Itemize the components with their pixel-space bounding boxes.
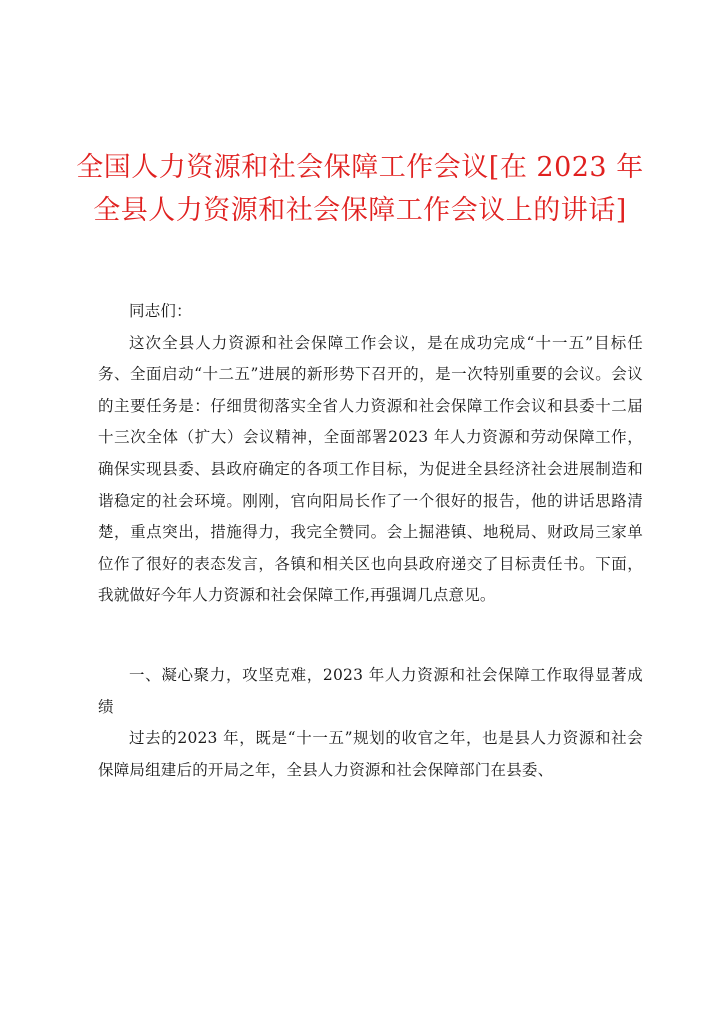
title-line-1: 全国人力资源和社会保障工作会议[在 2023 年	[76, 152, 644, 183]
section-paragraph: 过去的2023 年，既是“十一五”规划的收官之年，也是县人力资源和社会保障局组建后的开局之年，全县人力资源和社会保障部门在县委、	[98, 729, 643, 779]
section-heading: 一、凝心聚力，攻坚克难，2023 年人力资源和社会保障工作取得显著成绩	[98, 665, 643, 716]
salutation: 同志们：	[129, 302, 192, 320]
paragraph-spacer	[98, 612, 643, 660]
title-line-2: 全县人力资源和社会保障工作会议上的讲话]	[93, 195, 627, 226]
body-paragraph: 这次全县人力资源和社会保障工作会议，是在成功完成“十一五”目标任务、全面启动“十二五”进展的新形势下召开的，是一次特别重要的会议。会议的主要任务是：仔细贯彻落实全省人力资源和社会保障工作会议和县委十二届十三次全体（扩大）会议精神，全面部署2023 年人力资源和劳动保障工作，确保实现县委、县政府确定的各项工作目标，为促进全县经济社会进展制造和谐稳定的社会环境。刚刚，官向阳局长作了一个很好的报告，他的讲话思路清楚，重点突出，措施得力，我完全赞同。会上掘港镇、地税局、财政局三家单位作了很好的表态发言，各镇和相关区也向县政府递交了目标责任书。下面，我就做好今年人力资源和社会保障工作,再强调几点意见。	[98, 333, 643, 605]
document-body	[98, 296, 643, 786]
document-title	[60, 146, 660, 232]
